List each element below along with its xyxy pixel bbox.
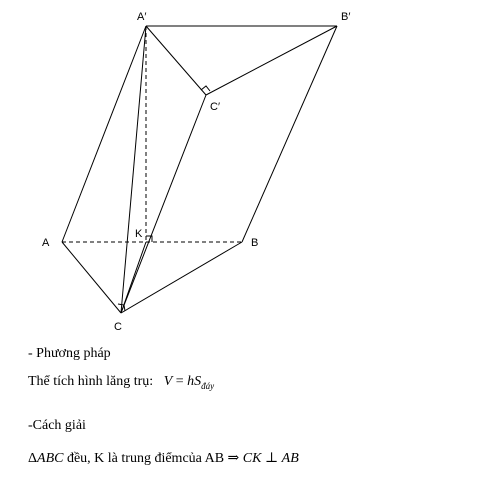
edge-a-a1 <box>62 26 146 242</box>
solution-heading-text: -Cách giải <box>28 418 86 433</box>
edge-b1-c1 <box>206 26 337 95</box>
formula-description: Thể tích hình lăng trụ: <box>28 374 154 389</box>
label-a-prime: A′ <box>137 11 147 23</box>
formula-subscript: đáy <box>201 381 215 391</box>
edge-c-c1 <box>121 95 206 313</box>
perp-lhs: CK <box>242 451 262 466</box>
triangle-name: ABC <box>37 451 64 466</box>
method-heading-text: - Phương pháp <box>28 346 111 361</box>
label-c-prime: C′ <box>210 101 221 113</box>
edge-a1-c1 <box>146 26 206 95</box>
label-k: K <box>135 228 143 240</box>
label-b: B <box>251 237 259 249</box>
solution-statement <box>28 450 299 467</box>
label-b-prime: B′ <box>341 11 351 23</box>
edge-b-c <box>121 242 242 313</box>
edge-a-c <box>62 242 121 313</box>
label-a: A <box>42 237 50 249</box>
formula-eq: = <box>172 374 188 389</box>
formula-lhs: V <box>163 374 173 389</box>
statement-text: đều, K là trung điểmcủa AB <box>63 451 228 466</box>
method-heading <box>28 346 111 362</box>
volume-formula-line <box>28 374 214 390</box>
triangle-symbol: Δ <box>28 451 38 466</box>
label-c: C <box>114 321 122 333</box>
perp-rhs: AB <box>281 451 299 466</box>
solution-heading <box>28 418 86 434</box>
edge-b-b1 <box>242 26 337 242</box>
formula-s: S <box>194 374 202 389</box>
segment-a1-c <box>121 26 146 313</box>
perp-symbol: ⊥ <box>261 451 282 466</box>
segment-c-k <box>121 242 146 313</box>
formula-h: h <box>187 374 195 389</box>
implies-symbol: ⇒ <box>227 451 240 466</box>
